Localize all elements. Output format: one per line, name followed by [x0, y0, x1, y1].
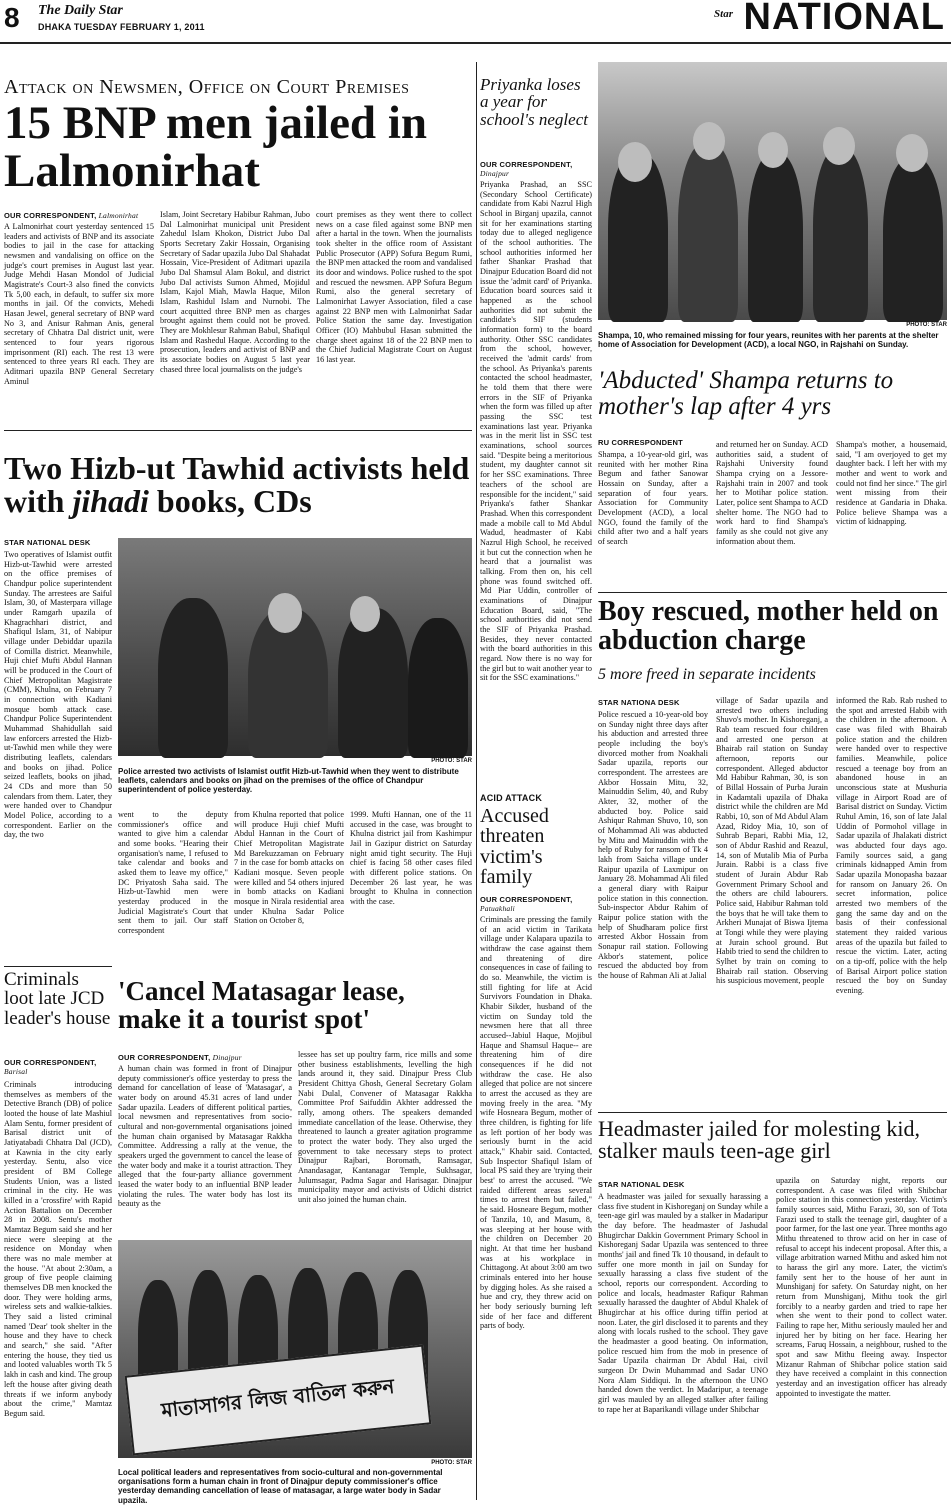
- story5-col3: Shampa's mother, a housemaid, said, "I am overjoyed to get my daughter back. I left her with my mother and went to work and could not find her since." The girl went missing from their residence at Gandaria in Dhaka. Police believe Shampa was a victim of kidnapping.: [836, 440, 947, 527]
- story8-place: Dinajpur: [212, 1053, 242, 1062]
- story5-photo-credit: PHOTO: STAR: [906, 322, 947, 328]
- page-number: 8: [4, 2, 20, 33]
- story5-col2: and returned her on Sunday. ACD authorities said, a student of Rajshahi University found Shampa crying on a Jessore-Rajshahi train in 2007 and took her to Motihar police station. Later, police sent Shampa to ACD shelter home. The NGO had to work hard to find Shampa's family as she could not give any information about them.: [716, 440, 828, 546]
- story1-col3: court premises as they went there to collect news on a case filed against some BNP men after a hartal in the town. When the journalists took shelter in the office room of Assistant Public Prosecutor (APP) Sofura Begum Rumi, the BNP men attacked the room and vandalised its door and windows. Police rushed to the spot and rescued the newsmen. APP Sofura Begum Rumi, also the general secretary of Lalmonirhat Lawyer Association, filed a case against 22 BNP men with Lalmonirhat Sadar Police Station the same day. Investigation Officer (IO) Mahbubul Hasan submitted the charge sheet against 18 of the 22 BNP men to the Chief Judicial Magistrate Court on August 16 last year.: [316, 210, 472, 365]
- story2-byline: STAR NATIONAL DESK: [4, 538, 91, 547]
- story6-col2: village of Sadar upazila and arrested two others including Shuvo's mother. In Kishoreganj, a Rab team rescued four children and arrested one person at Bhairab rail station on Sunday afternoon, reports our correspondent. Alleged abductor Md Habibur Rahman, 30, is son of Billal Hossain of Purba Jurain in Kadamtali upazila of Dhaka district while the children are Md Rabbi, 10, son of Md Abdul Alam Azad, Ridoy Mia, 10, son of Suhrab Bepari, Rabbi Mia, 12, son of Abdur Rashid and Reazul, 14, son of Mutalib Mia of Purba Jurain. Rabbi is a class five student of Jurain Abdur Rab Government Primary School and the others are child labourers. Police said, Habibur Rahman told the boys that he will take them to Arkheri Munajat of Biswa Ijtema at Tongi while they were playing at Jurain school ground. But Habib tried to send the children to Sylhet by train on coming to Bhairab rail station. Observing his suspicious movement, people: [716, 696, 828, 986]
- story8-photo-credit: PHOTO: STAR: [431, 1460, 472, 1466]
- story3-byline: OUR CORRESPONDENT, Dinajpur: [480, 160, 573, 178]
- story6-col3: informed the Rab. Rab rushed to the spot and arrested Habib with the children in the afternoon. A case was filed with Bhairab police station and the children were handed over to respective families. Meanwhile, police rescued a teenage boy from an abandoned house in an unconscious state at Mushuria village in Airport Road are of Barisal district on Sunday. Victim Ruhul Amin, 16, son of late Jalal Uddin of Pormohol village in Sadar upazila of Jhalakati district was abducted four days ago. Family sources said, a gang criminals kidnapped Amin from Sadar upazila Monopasha bazaar for ransom on January 26. On secret information, police arrested two members of the gang the same day and on the basis of their confessional statement they raided various areas of the upazila but failed to rescue the victim. Later, acting on a tip-off, police with the help of Barisal Airport police station rescued the boy on Sunday evening.: [836, 696, 947, 996]
- story6-col1: Police rescued a 10-year-old boy on Sunday night three days after his abduction and arrested three people including the boy's divorced mother from Noakhali Sadar upazila, reports our correspondent. The arrestees are Akbor Hossain Mitu, 32, Mainuddin Selim, 40, and Ruby Akter, 32, mother of the abducted boy. Police said Ashiqur Rahman Shuvo, 10, son of Mohammad Ali was abducted by Mitu and Mainuddin with the help of Ruby for ransom of Tk 4 lakh from Saicha village under Raipur upazila of Laxmipur on January 28. Mohammad Ali filed a general diary with Raipur police station in this connection. Sub-inspector Abdur Rahim of Raipur police station with the help of Shudharam police first arrested Akbor Hossain from Sonapur rail station. Following Akbor's statement, police rescued the abducted boy from the house of Rahman Ali at Jalial: [598, 710, 708, 981]
- story9-byline: STAR NATIONAL DESK: [598, 1180, 685, 1189]
- story7-place: Barisal: [4, 1067, 28, 1076]
- story5-byline: RU CORRESPONDENT: [598, 438, 683, 447]
- column-rule: [476, 62, 477, 1500]
- section-title: NATIONAL: [743, 0, 945, 38]
- story4-byline: OUR CORRESPONDENT, Patuakhali: [480, 895, 573, 913]
- story6-headline: Boy rescued, mother held on abduction charge: [598, 596, 939, 656]
- story4-text: Criminals are pressing the family of an acid victim in Tarikata village under Kalapara upazila to withdraw the case against them and threatening of dire consequences in case of failing to do so. Meanwhile, the victim is still fighting for life at Acid Survivors Foundation in Dhaka. Khabir Sikder, husband of the victim on Sunday told the newsmen here that all three accused--Jabiul Haque, Mojibul Haque and Shamsul Haque-- are threatening him of dire consequences if he did not withdraw the case. He also alleged that police are not sincere to arrest the accused as they are moving freely in the area. "My wife Hosneara Begum, mother of three children, is fighting for life as left portion of her body was seriously burnt in the acid attack," Khabir said. Contacted, Sub Inspector Shafiqul Islam of local PS said they are 'trying their best' to arrest the accused. "We raided different areas several times to arrest them but failed," he said. Hosneare Begum, mother of Tanzila, 10, and Masum, 8, was sleeping at her house with the children on December 20 night. At that time her husband was at his workplace in Chittagong. At about 3:00 am two criminals entered into her house by digging holes. As she raised a hue and cry, they threw acid on her body seriously burning left side of her face and different parts of body.: [480, 915, 592, 1331]
- story4-place: Patuakhali: [480, 904, 515, 913]
- story8-col1: A human chain was formed in front of Dinajpur deputy commissioner's office yesterday to press the demand for cancellation of lease of 'Matasagar', a water body on around 45.31 acres of land under Sadar upazila. Leaders of different political parties, local newsmen and representatives from socio-cultural and non-governmental organisations joined the human chain organised by Matasagar Rakkha Committee. Addressing a rally at the venue, the speakers urged the government to cancel the lease of the water body and make it a tourist attraction. They alleged that the four-party alliance government leased the water body to an influential BNP leader violating the rules. The water body has lost its beauty as the: [118, 1064, 292, 1209]
- story8-caption: Local political leaders and representatives from socio-cultural and non-governmental organisations form a human chain in front of Dinajpur deputy commissioner's office yesterday demanding cancellation of lease of matasagar, a large water body in Sadar upazila.: [118, 1468, 443, 1505]
- story2-col3: from Khulna reported that police will produce Huji chief Mufti Abdul Hannan in the Court of Chief Metropolitan Magistrate Md Barekuzzaman on February 7 in the case for bomb attacks on Kadiani mosque. Seven people were killed and 54 others injured in bomb attacks on Kadiani mosque in Nirala residential area under Khulna Sadar Police Station on October 8,: [234, 810, 344, 926]
- story5-headline: 'Abducted' Shampa returns to mother's lap after 4 yrs: [598, 367, 894, 420]
- story2-col1: Two operatives of Islamist outfit Hizb-ut-Tawhid were arrested on the office premises of Chandpur police superintendent Sunday. The arrestees are Saiful Islam, 30, of Masterpara village under Ramgarh upazila of Khagrachhari district, and Shafiqul Islam, 31, of Nabipur village under Debiddar upazila of Comilla district. Meanwhile, Huji chief Mufti Abdul Hannan will be produced in the Court of Chief Metropolitan Magistrate (CMM), Khulna, on February 7 in connection with Kadiani mosque bomb attack case. Chandpur Police Superintendent Muhammad Shahidullah said law enforcers arrested the Hizb-ut-Tawhid men while they were distributing leaflets, calendars and books on jihad. Police seized leaflets, books on jihad, 24 CDs and more than 50 calendars from them. Later, they were handed over to Chandpur Model Police, according to a correspondent. Earlier on the day, the two: [4, 550, 112, 840]
- story9-col2: upazila on Saturday night, reports our correspondent. A case was filed with Shibchar police station in this connection yesterday. Victim's family sources said, Mithu Farazi, 30, son of Tota Farazi used to stalk the teenage girl, daughter of a poor farmer, for the last one year. Three months ago Mithu threatened to throw acid on her in case of refusal to accept his indecent proposal. After this, a village arbitration warned Mithu and asked him not to harass the girl any more. Later, the victim's family sent her to the house of her aunt in Munshiganj for safety. On Saturday night, on her return from Munshiganj, Mithu took the girl forcibly to a nearby garden and tried to rape her when she went to their pond to collect water. Failing to rape her, Mithu seriously mauled her and injured her by biting on her face. Hearing her screams, Faruq Hossain, a neighbour, rushed to the spot and saw Mithu fleeing away. Inspector Mizanur Rahman of Shibchar police station said they have received a complaint in this connection yesterday and an investigation officer has already appointed to investigate the matter.: [776, 1176, 947, 1398]
- divider: [598, 1112, 947, 1113]
- story2-col2: went to the deputy commissioner's office and wanted to give him a calendar and some books. "Hearing their organisation's name, I refused to take calendar and books and asked them to leave my office," DC Priyatosh Saha said. The Hizb-ut-Tawhid men were yesterday produced in the Judicial Magistrate's Court that sent them to jail. Our staff correspondent: [118, 810, 228, 936]
- story7-headline: Criminals loot late JCD leader's house: [4, 969, 111, 1029]
- banner-text: মাতাসাগর লিজ বাতিল করুন: [160, 1373, 396, 1422]
- shampa-reunion-photo: [598, 62, 947, 320]
- story7-text: Criminals introducing themselves as members of the Detective Branch (DB) of police looted the house of late Mashiul Alam Sentu, former president of Barisal district unit of Jatiyatabadi Chhatra Dal (JCD), at Kawnia in the city early yesterday. Sentu, also vice president of BM College Students Union, was a listed criminal in the city. He was killed in a 'crossfire' with Rapid Action Battalion on December 28 in 2008. Sentu's mother Mamtaz Begum said she and her niece were sleeping at the residence on Monday when there was no male member at the house. "At about 2:30am, a group of five people claiming themselves DB men knocked the door. They were holding arms, wireless sets and walkie-talkies. They said a listed criminal named 'Dear' took shelter in the house and they have to check and search," she said. "After entering the house, they tied us and looted valuables worth Tk 5 lakh in cash and kind. The group left the house after giving death threats if we inform anybody about the crime," Mamtaz Begum said.: [4, 1080, 112, 1418]
- story6-byline: STAR NATIONA DESK: [598, 698, 680, 707]
- story1-headline: 15 BNP men jailed in Lalmonirhat: [4, 97, 428, 197]
- story3-headline: Priyanka loses a year for school's neglect: [480, 75, 588, 129]
- story5-col1: Shampa, a 10-year-old girl, was reunited with her mother Rina Begum and father Sanowar Hossain on Sunday, after a separation of four years. Association for Community Development (ACD), a local NGO, found the family of the child after two and a half years of search: [598, 450, 708, 547]
- divider: [4, 966, 112, 967]
- story3-text: Priyanka Prashad, an SSC (Secondary School Certificate) candidate from Kabi Nazrul High School in Birganj upazila, cannot sit for her examinations starting today due to alleged negligence of the school authorities. The school authorities informed her father Shankar Prashad that Dinajpur Education Board did not issue the 'admit card' of Priyanka. Education board sources said it happened as the school authorities did not submit the candidate's SIF (students information form) to the board authority. Other SSC candidates from the school, however, received the 'admit cards' from the school. As Priyanka's parents contacted the school headmaster, he told them that there were errors in the SIF of Priyanka when the form was filled up after passing the SSC test examinations last year. Priyanka was in the merit list in SSC test examinations, school sources said. "Despite being a meritorious student, my daughter cannot sit for her SSC examinations. Three teachers of the school are responsible for the incident," said Priyanka's father Shankar Prashad. When this correspondent made a mobile call to Md Abdul Wadud, headmaster of Kabi Nazrul High School, he received it but cut the connection when he heard that a journalist was talking. From then on, his cell phone was found switched off. Md Piar Uddin, controller of examinations of Dinajpur Education Board, said, "The school authorities did not send the SIF of Priyanka Prashad. Besides, they never contacted with the board authorities in this regard. Now there is no way for the girl but to wait another year to sit for the SSC examinations.": [480, 180, 592, 683]
- story1-place: Lalmonirhat: [98, 211, 139, 220]
- story2-col4: 1999. Mufti Hannan, one of the 11 accused in the case, was brought to Khulna district jail from Kashimpur Jail in Gazipur district on Saturday night amid tight security. The Huji chief is facing 58 other cases filed with different police stations. On December 26 last year, he was brought to Khulna in connection with the case.: [350, 810, 472, 907]
- story1-kicker: Attack on Newsmen, Office on Court Premises: [4, 76, 410, 98]
- story9-headline: Headmaster jailed for molesting kid, stalker mauls teen-age girl: [598, 1116, 920, 1164]
- story9-col1: A headmaster was jailed for sexually harassing a class five student in Kishoreganj on Sunday while a teen-age girl was mauled by a stalker in Madaripur the day before. The headmaster of Jashudal Bhugirchar Dakkin Government Primary School in Kishoreganj Sadar Upazila was sentenced to three months' jail and fined Tk 10 thousand, in default to suffer one more month in jail on Sunday for sexually harassing a class five student of the school, reports our correspondent. According to police and locals, headmaster Rafiqur Rahman sexually harassed the daughter of Abdul Khalek of Bhugirchar at his office during tiffin period at noon. Later, the girl disclosed it to parents and they along with locals rushed to the school. They gave the headmaster a good beating. On information, police rescued him from the mob in presence of Sadar Upazila chairman Dr Abdul Hai, civil surgeon Dr Dwin Muhammad and Sadar UNO Nora Alam Siddiqui. In the afternoon the UNO handed down the verdict. In Madaripur, a teenage girl was mauled by an alleged stalker after failing to rape her at Baparikandi village under Shibchar: [598, 1192, 768, 1414]
- story2-caption: Police arrested two activists of Islamist outfit Hizb-ut-Tawhid when they went to distribute leaflets, calendars and books on jihad on the premises of the office of Chandpur superintendent of police yesterday.: [118, 767, 459, 795]
- masthead: [0, 0, 951, 44]
- story2-headline: Two Hizb-ut Tawhid activists held with jihadi books, CDs: [4, 450, 470, 519]
- story1-col2: Islam, Joint Secretary Habibur Rahman, Jubo Dal Lalmonirhat municipal unit President Zahedul Islam Khokon, District Jubo Dal Sports Secretary Zakir Hossain, Organising Secretary of Sadar upazila Jubo Dal Shahadat Hossain, Vice-President of Aditmari upazila Jubo Dal Shamsul Alam Bokul, and district Jubo Dal activists Sumon Ahmed, Mojidul Islam, Kajol Miah, Mawla Haque, Milon Islam, Rashidul Islam and Nurnobi. The court acquitted three BNP men as charges brought against them could not be proved. They are Mokhlesur Rahman Babul, Shafiqul Islam and Rashedul Haque. According to the prosecution, leaders and activist of BNP and its associate bodies on August 5 last year chased three local journalists on the judge's: [160, 210, 310, 374]
- divider: [598, 592, 947, 593]
- story3-place: Dinajpur: [480, 169, 510, 178]
- divider: [4, 430, 472, 431]
- story8-col2: lessee has set up poultry farm, rice mills and some other business establishments, levelling the high lands around it, they said. Dinajpur Press Club President Chittya Ghosh, General Secretary Golam Nabi Dulal, Convener of Matasagar Rakkha Committee Prof Saifuddin Akhter addressed the rally, among others. The speakers demanded immediate cancellation of the lease. Otherwise, they threatened to launch a greater agitation programme to protect the water body. They also urged the government to take necessary steps to protect Dinajpur Rajbari, Boromath, Ramsagar, Anandasagar, Kantanagar Temple, Sukhsagar, Julumsagar, Padma Sagar and Harisagar. Dinajpur municipality mayor and activists of Udichi district unit also joined the human chain.: [298, 1050, 472, 1205]
- story4-headline: Accused threaten victim's family: [480, 805, 549, 889]
- section-prefix: Star: [714, 8, 733, 20]
- story1-byline: OUR CORRESPONDENT, Lalmonirhat: [4, 211, 139, 220]
- story4-kicker: ACID ATTACK: [480, 793, 543, 803]
- story6-deck: 5 more freed in separate incidents: [598, 666, 816, 683]
- human-chain-photo: [118, 1240, 472, 1458]
- story8-headline: 'Cancel Matasagar lease, make it a tourist spot': [118, 976, 405, 1034]
- dateline: DHAKA TUESDAY FEBRUARY 1, 2011: [38, 22, 205, 32]
- story1-col1: A Lalmonirhat court yesterday sentenced 15 leaders and activists of BNP and its associate bodies to jail in the case for attacking newsmen and vandalising on office on the judge's court premises in August last year. Judge Mehdi Hasan Mondol of Judicial Magistrate's Court-3 also fined the convicts Tk 5,00 each, in default, to suffer six more months in jail. Of the convicts, Mehedi Hasan Jewel, general secretary of BNP ward No 3, and Anisur Rahman Anis, general secretary of Chhatra Dal district unit, were sentenced to four years rigorous imprisonment (RI) each. The rest 13 were sentenced to three years RI each. They are Aditmari upazila BNP General Secretary Aminul: [4, 222, 154, 386]
- story8-byline: OUR CORRESPONDENT, Dinajpur: [118, 1053, 242, 1062]
- paper-name: The Daily Star: [38, 3, 123, 18]
- police-arrest-photo: [118, 538, 472, 756]
- story2-photo-credit: PHOTO: STAR: [431, 758, 472, 764]
- story7-byline: OUR CORRESPONDENT, Barisal: [4, 1058, 97, 1076]
- story5-caption: Shampa, 10, who remained missing for four years, reunites with her parents at the shelter home of Association for Development (ACD), a local NGO, in Rajshahi on Sunday.: [598, 331, 939, 350]
